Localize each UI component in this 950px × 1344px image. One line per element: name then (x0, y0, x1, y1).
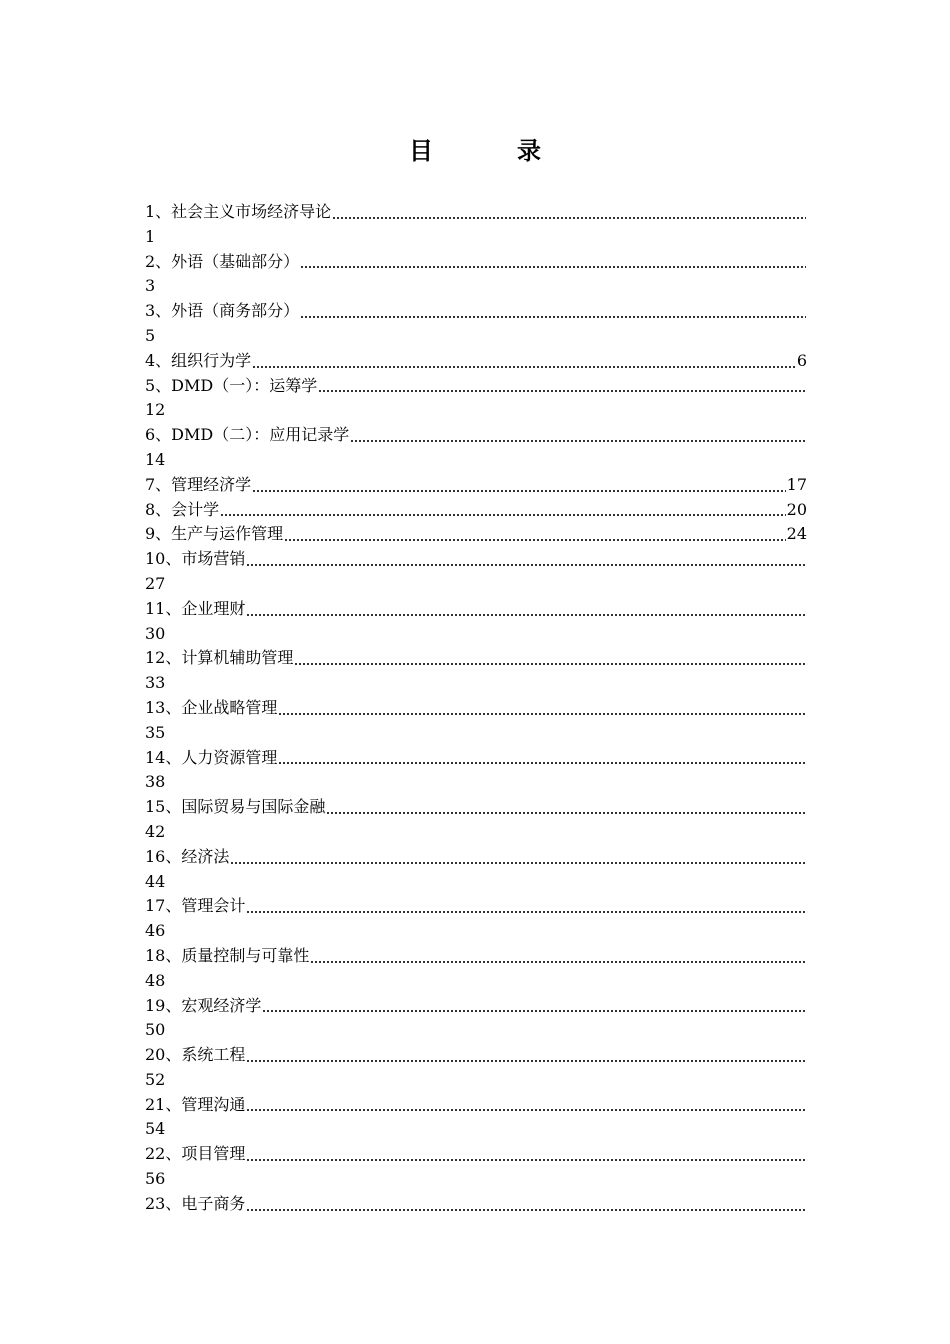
toc-entry-label: 5、DMD（一）：运筹学 (145, 375, 318, 395)
toc-entry[interactable] (145, 894, 807, 944)
dot-leader (245, 894, 807, 919)
toc-entry-page: 54 (145, 1119, 166, 1139)
toc-entry-label: 4、组织行为学 (145, 350, 252, 370)
toc-entry[interactable] (145, 1093, 807, 1143)
toc-entry-label: 12、计算机辅助管理 (145, 648, 294, 668)
dot-leader (309, 944, 807, 969)
toc-entry-page: 30 (145, 623, 166, 643)
toc-entry-label: 14、人力资源管理 (145, 747, 278, 767)
toc-entry-line (145, 845, 807, 870)
toc-entry-line (145, 522, 807, 547)
toc-entry[interactable] (145, 423, 807, 473)
toc-entry-page: 3 (145, 276, 156, 296)
toc-entry[interactable] (145, 944, 807, 994)
toc-entry-line (145, 894, 807, 919)
toc-entry-line (145, 597, 807, 622)
toc-entry-line (145, 1142, 807, 1167)
dot-leader (283, 522, 786, 547)
toc-entry-label: 17、管理会计 (145, 896, 246, 916)
dot-leader (251, 349, 797, 374)
toc-entry-line (145, 994, 807, 1019)
toc-entry-label: 15、国际贸易与国际金融 (145, 797, 326, 817)
toc-entry-line (145, 1192, 807, 1217)
toc-entry-line (145, 1093, 807, 1118)
dot-leader (245, 1093, 807, 1118)
dot-leader (299, 250, 807, 275)
toc-entry[interactable] (145, 795, 807, 845)
dot-leader (245, 1142, 807, 1167)
dot-leader (331, 200, 807, 225)
toc-entry-line (145, 299, 807, 324)
toc-entry[interactable] (145, 473, 807, 498)
toc-entry-label: 3、外语（商务部分） (145, 301, 300, 321)
toc-entry-line (145, 498, 807, 523)
dot-leader (245, 1192, 807, 1217)
toc-entry-line (145, 374, 807, 399)
toc-entry-label: 6、DMD（二）：应用记录学 (145, 425, 350, 445)
page-title: 目 录 (409, 137, 571, 165)
toc-entry-page: 52 (145, 1069, 166, 1089)
dot-leader (299, 299, 807, 324)
toc-entry-page: 14 (145, 449, 166, 469)
toc-entry-line (145, 250, 807, 275)
toc-entry-label: 21、管理沟通 (145, 1094, 246, 1114)
toc-entry[interactable] (145, 746, 807, 796)
table-of-contents (145, 200, 807, 1217)
dot-leader (325, 795, 807, 820)
toc-entry-line (145, 646, 807, 671)
toc-entry[interactable] (145, 646, 807, 696)
dot-leader (261, 994, 807, 1019)
toc-entry[interactable] (145, 1043, 807, 1093)
dot-leader (277, 746, 807, 771)
toc-entry-label: 16、经济法 (145, 846, 230, 866)
toc-entry-page: 27 (145, 573, 166, 593)
toc-entry-label: 1、社会主义市场经济导论 (145, 202, 332, 221)
toc-entry[interactable] (145, 299, 807, 349)
toc-entry-label: 20、系统工程 (145, 1045, 246, 1065)
dot-leader (277, 696, 807, 721)
toc-entry[interactable] (145, 250, 807, 300)
toc-entry-page: 42 (145, 821, 166, 841)
toc-entry-line (145, 423, 807, 448)
dot-leader (245, 597, 807, 622)
toc-entry-page: 56 (145, 1169, 166, 1189)
toc-entry-line (145, 1043, 807, 1068)
toc-entry-line (145, 200, 807, 225)
toc-entry-page: 35 (145, 722, 166, 742)
toc-entry-page: 20 (786, 499, 807, 519)
toc-entry-page: 5 (145, 325, 156, 345)
toc-entry-page: 48 (145, 970, 166, 990)
toc-entry[interactable] (145, 547, 807, 597)
toc-entry-line (145, 795, 807, 820)
toc-entry-label: 7、管理经济学 (145, 474, 252, 494)
toc-entry-label: 9、生产与运作管理 (145, 524, 284, 544)
dot-leader (245, 547, 807, 572)
toc-entry-page: 38 (145, 772, 166, 792)
toc-entry[interactable] (145, 994, 807, 1044)
toc-entry-page: 46 (145, 921, 166, 941)
toc-entry-label: 19、宏观经济学 (145, 995, 262, 1015)
toc-entry-label: 18、质量控制与可靠性 (145, 945, 310, 965)
toc-entry-line (145, 944, 807, 969)
toc-entry-line (145, 547, 807, 572)
toc-entry[interactable] (145, 1142, 807, 1192)
toc-entry[interactable] (145, 349, 807, 374)
toc-entry-page: 17 (786, 474, 807, 494)
toc-entry-page: 1 (145, 226, 156, 246)
toc-entry-label: 23、电子商务 (145, 1193, 246, 1213)
toc-entry-label: 2、外语（基础部分） (145, 251, 300, 271)
toc-entry-page: 6 (796, 350, 807, 370)
dot-leader (349, 423, 807, 448)
dot-leader (251, 473, 786, 498)
toc-entry[interactable] (145, 200, 807, 250)
toc-entry-label: 10、市场营销 (145, 549, 246, 569)
toc-entry[interactable] (145, 1192, 807, 1217)
toc-entry[interactable] (145, 696, 807, 746)
toc-entry-line (145, 696, 807, 721)
toc-entry-label: 11、企业理财 (145, 598, 246, 618)
dot-leader (317, 374, 807, 399)
toc-entry-page: 50 (145, 1020, 166, 1040)
dot-leader (245, 1043, 807, 1068)
dot-leader (293, 646, 807, 671)
toc-entry-line (145, 473, 807, 498)
dot-leader (219, 498, 786, 523)
toc-entry[interactable] (145, 498, 807, 523)
toc-entry-label: 22、项目管理 (145, 1144, 246, 1164)
toc-entry-line (145, 746, 807, 771)
toc-entry[interactable] (145, 522, 807, 547)
toc-entry-line (145, 349, 807, 374)
dot-leader (229, 845, 807, 870)
toc-entry-page: 12 (145, 400, 166, 420)
toc-entry[interactable] (145, 597, 807, 647)
toc-entry[interactable] (145, 374, 807, 424)
toc-entry-label: 13、企业战略管理 (145, 697, 278, 717)
toc-entry-page: 24 (786, 524, 807, 544)
toc-entry[interactable] (145, 845, 807, 895)
toc-entry-page: 44 (145, 871, 166, 891)
toc-entry-page: 33 (145, 673, 166, 693)
toc-entry-label: 8、会计学 (145, 499, 220, 519)
